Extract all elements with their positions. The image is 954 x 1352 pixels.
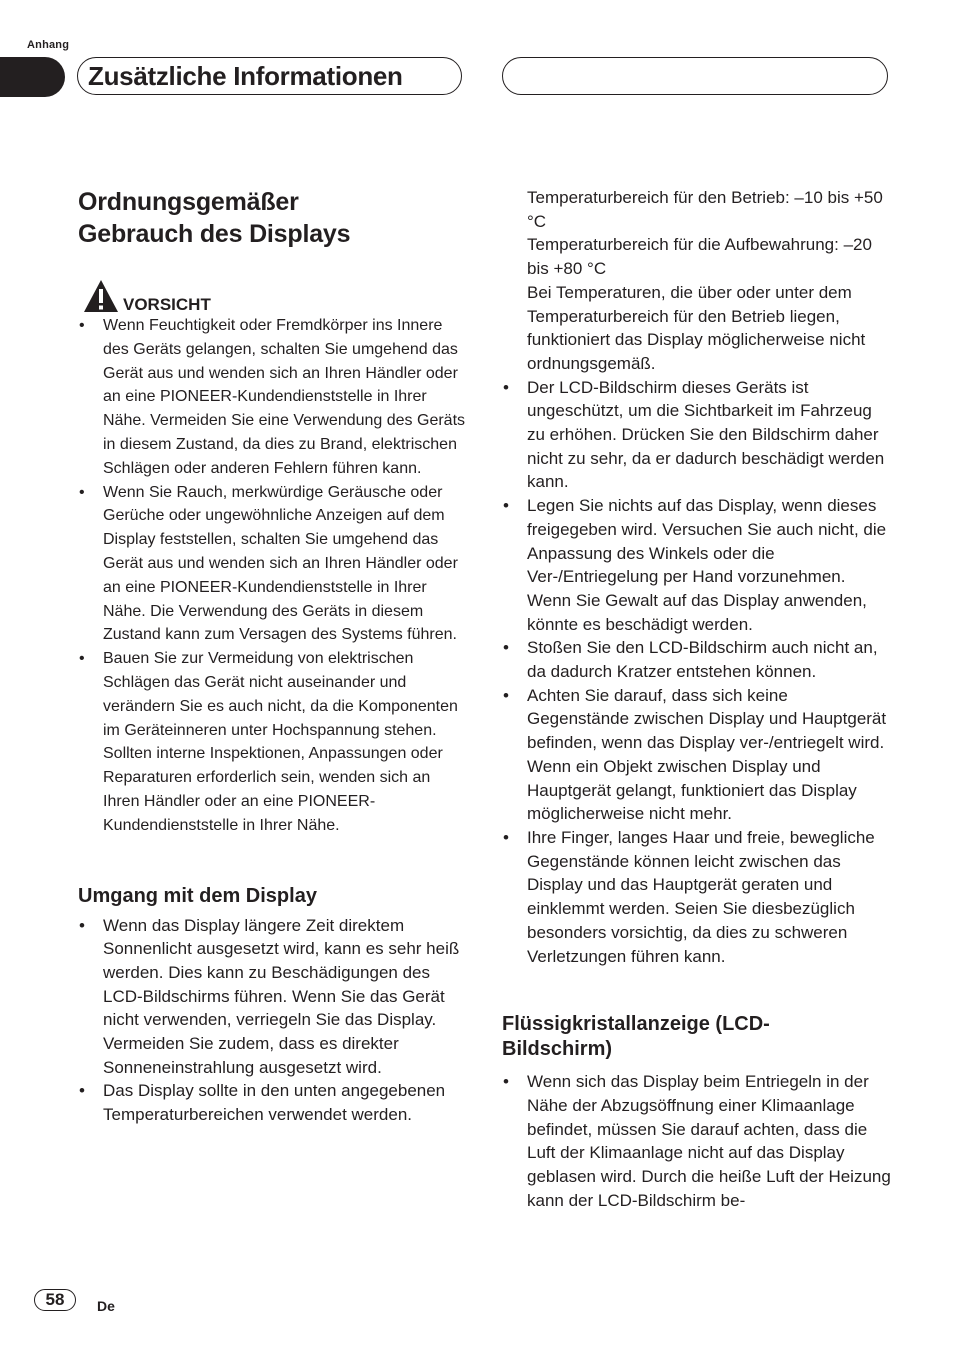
list-item-text: Wenn sich das Display beim Entriegeln in der Nähe der Abzugsöffnung einer Klimaanlage befindet, müssen Sie darauf achten, dass die Luft der Klimaanlage nicht auf das Display geblasen wird. Durch die heiße Luft der Heizung kann der LCD-Bildschirm be-	[527, 1072, 891, 1210]
black-tab-marker	[0, 57, 65, 97]
list-item-text: Achten Sie darauf, dass sich keine Gegenstände zwischen Display und Hauptgerät befinden, wenn das Display ver-/entriegelt wird. Wenn ein Objekt zwischen Display und Hauptgerät gelangt, funktioniert das Display möglicherweise nicht mehr.	[527, 685, 887, 824]
display-handling-list-continued	[502, 376, 892, 969]
list-item	[78, 481, 466, 648]
list-item	[502, 826, 892, 968]
list-item	[502, 1070, 892, 1212]
list-item-text: Stoßen Sie den LCD-Bildschirm auch nicht an, da dadurch Kratzer entstehen können.	[527, 638, 878, 682]
header-empty-pill	[502, 57, 888, 95]
list-item-text: Bauen Sie zur Vermeidung von elektrischen Schlägen das Gerät nicht auseinander und verändern Sie es auch nicht, da die Komponenten im Geräteinneren unter Hochspannung stehen. Sollten interne Inspektionen, Anpassungen oder Reparaturen erforderlich sein, wenden sich an Ihren Händler oder an eine PIONEER-Kundendienststelle in Ihrer Nähe.	[103, 650, 458, 834]
list-item	[502, 376, 892, 495]
list-item-text: Wenn das Display längere Zeit direktem Sonnenlicht ausgesetzt wird, kann es sehr heiß werden. Dies kann zu Beschädigungen des LCD-Bildschirms führen. Wenn Sie das Gerät nicht verwenden, verriegeln Sie das Display. Vermeiden Sie zudem, dass es direkter Sonneneinstrahlung ausgesetzt wird.	[103, 915, 460, 1077]
list-item	[78, 1079, 468, 1126]
list-item	[502, 684, 892, 826]
caution-label: VORSICHT	[123, 295, 211, 314]
list-item	[502, 636, 892, 683]
temperature-storage: Temperaturbereich für die Aufbewahrung: –20 bis +80 °C	[527, 235, 872, 279]
list-item	[502, 494, 892, 636]
header-title-pill	[77, 57, 462, 95]
list-item-text: Das Display sollte in den unten angegebenen Temperaturbereichen verwendet werden.	[103, 1081, 446, 1125]
main-heading-text: Ordnungsgemäßer Gebrauch des Displays	[78, 188, 351, 248]
main-heading	[78, 186, 468, 250]
temperature-continuation	[502, 186, 892, 376]
header-title: Zusätzliche Informationen	[88, 60, 403, 91]
list-item	[78, 314, 466, 481]
list-item-text: Wenn Feuchtigkeit oder Fremdkörper ins Innere des Geräts gelangen, schalten Sie umgehend das Gerät aus und wenden sich an Ihren Händler oder an eine PIONEER-Kundendienststelle in Ihrer Nähe. Vermeiden Sie eine Verwendung des Geräts in diesem Zustand, da dies zu Brand, elektrischen Schlägen oder anderen Fehlern führen kann.	[103, 317, 466, 477]
list-item-text: Wenn Sie Rauch, merkwürdige Geräusche oder Gerüche oder ungewöhnliche Anzeigen auf dem Display feststellen, schalten Sie umgehend das Gerät aus und wenden sich an Ihren Händler oder an eine PIONEER-Kundendienststelle in Ihrer Nähe. Die Verwendung des Geräts in diesem Zustand kann zum Versagen des Systems führen.	[103, 483, 458, 644]
caution-list	[78, 314, 466, 838]
subheading-display-handling: Umgang mit dem Display	[78, 884, 317, 907]
language-code: De	[97, 1298, 115, 1314]
subheading-lcd: Flüssigkristallanzeige (LCD-Bildschirm)	[502, 1013, 770, 1061]
temperature-operation: Temperaturbereich für den Betrieb: –10 bis +50 °C	[527, 188, 883, 231]
lcd-list	[502, 1070, 892, 1212]
page-number: 58	[34, 1289, 76, 1311]
section-label: Anhang	[27, 39, 70, 51]
list-item	[78, 914, 468, 1080]
temperature-note: Bei Temperaturen, die über oder unter dem Temperaturbereich für den Betrieb liegen, funktioniert das Display möglicherweise nicht ordnungsgemäß.	[527, 282, 866, 373]
left-column	[78, 186, 468, 1127]
list-item-text: Legen Sie nichts auf das Display, wenn dieses freigegeben wird. Versuchen Sie auch nicht, die Anpassung des Winkels oder die Ver-/Entriegelung per Hand vorzunehmen. Wenn Sie Gewalt auf das Display anwenden, könnte es beschädigt werden.	[527, 496, 887, 634]
list-item-text: Der LCD-Bildschirm dieses Geräts ist ungeschützt, um die Sichtbarkeit im Fahrzeug zu erhöhen. Drücken Sie den Bildschirm daher nicht zu sehr, da er dadurch beschädigt werden kann.	[527, 377, 885, 492]
list-item	[78, 647, 466, 837]
right-column	[502, 186, 892, 1212]
warning-icon	[82, 278, 120, 314]
display-handling-list	[78, 914, 468, 1127]
list-item-text: Ihre Finger, langes Haar und freie, bewegliche Gegenstände können leicht zwischen das Display und das Hauptgerät geraten und einklemmt werden. Seien Sie diesbezüglich besonders vorsichtig, da dies zu schweren Verletzungen führen kann.	[527, 827, 875, 966]
caution-block	[78, 278, 468, 314]
